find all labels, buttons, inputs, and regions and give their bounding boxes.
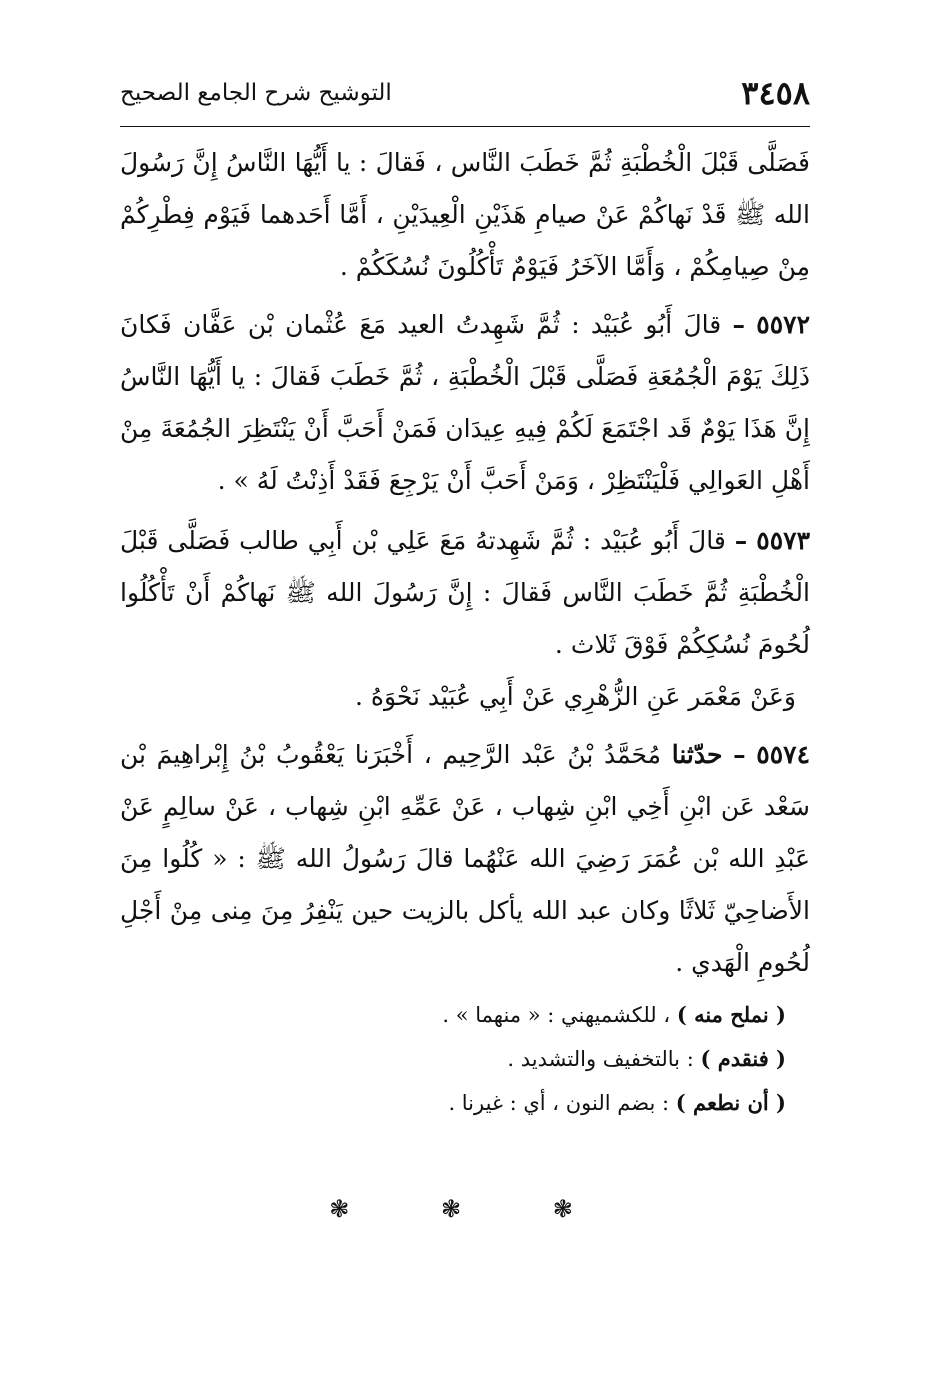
hadith-5574	[120, 729, 810, 989]
hadith-lead-word: حدّثنا	[671, 740, 723, 769]
note-explanation: ، للكشميهني : « منهما » .	[442, 1003, 671, 1027]
hadith-text: قالَ أَبُو عُبَيْد : ثُمَّ شَهِدتُ العيد مَعَ عُثْمان بْن عَفَّان فَكانَ ذَلِكَ يَوْمَ الْجُمُعَةِ فَصَلَّى قَبْلَ الْخُطْبَةِ ، ثُمَّ خَطَبَ فَقالَ : يا أَيُّهَا النَّاسُ إِنَّ هَذَا يَوْمٌ قَد اجْتَمَعَ لَكُمْ فِيهِ عِيدَان فَمَنْ أَحَبَّ أَنْ يَنْتَظِرَ الجُمُعَةَ مِنْ أَهْلِ العَوالِي فَلْيَنْتَظِرْ ، وَمَنْ أَحَبَّ أَنْ يَرْجِعَ فَقَدْ أَذِنْتُ لَهُ » .	[120, 310, 810, 495]
section-separator	[120, 1195, 810, 1223]
note-term: ( نملح منه )	[676, 1002, 786, 1027]
page-number: ٣٤٥٨	[741, 74, 810, 112]
hadith-number: ٥٥٧٤	[756, 740, 811, 769]
asterism-icon: ❃	[552, 1195, 601, 1223]
hadith-dash: –	[733, 740, 746, 769]
note-item	[120, 993, 786, 1037]
hadith-dash: –	[732, 310, 745, 339]
note-item	[120, 1037, 786, 1081]
page-header	[120, 70, 810, 127]
intro-paragraph: فَصَلَّى قَبْلَ الْخُطْبَةِ ثُمَّ خَطَبَ النَّاس ، فَقالَ : يا أَيُّهَا النَّاسُ إِنَّ رَسُولَ الله ﷺ قَدْ نَهاكُمْ عَنْ صيامِ هَذَيْنِ الْعِيدَيْنِ ، أَمَّا أَحَدهما فَيَوْم فِطْرِكُمْ مِنْ صِيامِكُمْ ، وَأَمَّا الآخَرُ فَيَوْمٌ تَأْكُلُونَ نُسُكَكُمْ .	[120, 148, 810, 281]
book-page	[120, 70, 810, 1223]
hadith-chain: وَعَنْ مَعْمَر عَنِ الزُّهْرِي عَنْ أَبِي عُبَيْد نَحْوَهُ .	[354, 682, 796, 711]
hadith-5573	[120, 515, 810, 671]
hadith-text: مُحَمَّدُ بْنُ عَبْد الرَّحِيم ، أَخْبَرَنا يَعْقُوبُ بْنُ إِبْراهِيمَ بْن سَعْد عَن ابْنِ أَخِي ابْنِ شِهاب ، عَنْ عَمِّهِ ابْنِ شِهاب ، عَنْ سالِمٍ عَنْ عَبْدِ الله بْن عُمَرَ رَضِيَ الله عَنْهُما قالَ رَسُولُ الله ﷺ : « كُلُوا مِنَ الأَضاحِيّ ثَلاثًا وكان عبد الله يأكل بالزيت حين يَنْفِرُ مِنَ مِنى مِنْ أَجْلِ لُحُومِ الْهَدي .	[120, 740, 810, 977]
running-title: التوشيح شرح الجامع الصحيح	[120, 80, 392, 106]
asterism-icon: ❃	[329, 1195, 378, 1223]
note-item	[120, 1081, 786, 1125]
hadith-dash: –	[734, 526, 748, 555]
note-term: ( فنقدم )	[700, 1046, 786, 1071]
asterism-icon: ❃	[440, 1195, 490, 1223]
hadith-number: ٥٥٧٣	[756, 526, 811, 555]
hadith-number: ٥٥٧٢	[756, 310, 810, 339]
hadith-5572	[120, 299, 810, 507]
note-explanation: : بضم النون ، أي : غيرنا .	[448, 1091, 670, 1115]
note-explanation: : بالتخفيف والتشديد .	[507, 1047, 694, 1071]
note-term: ( أن نطعم )	[675, 1090, 786, 1115]
hadith-text: قالَ أَبُو عُبَيْد : ثُمَّ شَهِدتهُ مَعَ عَلِي بْن أَبِي طالب فَصَلَّى قَبْلَ الْخُطْبَةِ ثُمَّ خَطَبَ النَّاس فَقالَ : إِنَّ رَسُولَ الله ﷺ نَهاكُمْ أَنْ تَأْكُلُوا لُحُومَ نُسُكِكُمْ فَوْقَ ثَلاث .	[120, 526, 810, 659]
commentary-notes	[120, 993, 810, 1125]
